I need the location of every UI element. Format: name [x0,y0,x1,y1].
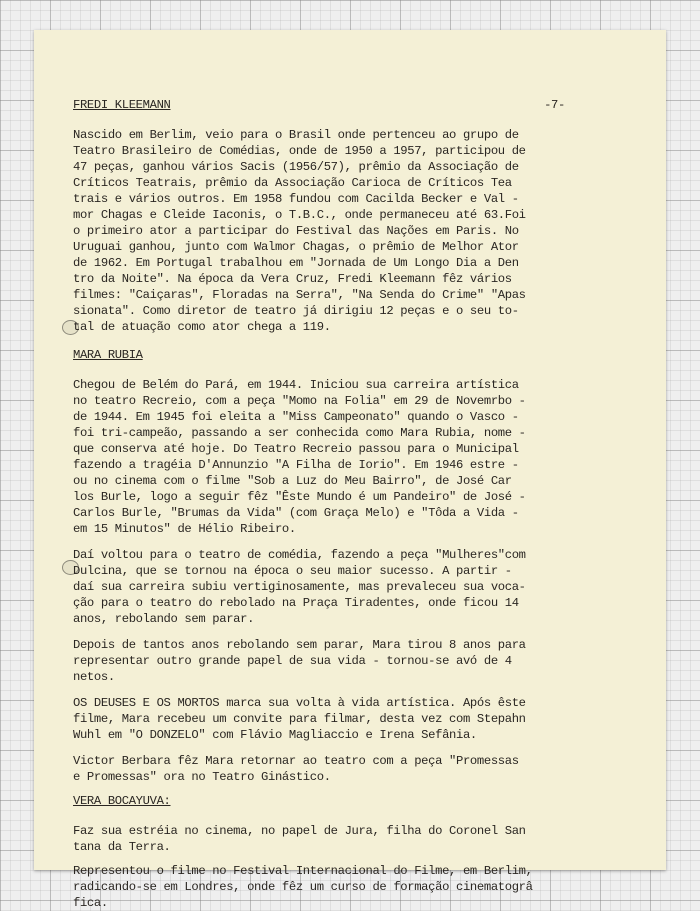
text-line: Uruguai ganhou, junto com Walmor Chagas, o prêmio de Melhor Ator [73,240,519,254]
text-line: Daí voltou para o teatro de comédia, fazendo a peça "Mulheres"com [73,548,526,562]
text-line: los Burle, logo a seguir fêz "Êste Mundo é um Pandeiro" de José - [73,490,526,504]
text-line: Críticos Teatrais, prêmio da Associação Carioca de Críticos Tea [73,176,512,190]
text-line: OS DEUSES E OS MORTOS marca sua volta à vida artística. Após êste [73,696,526,710]
text-line: Faz sua estréia no cinema, no papel de Jura, filha do Coronel San [73,824,526,838]
text-line: Carlos Burle, "Brumas da Vida" (com Graça Melo) e "Tôda a Vida - [73,506,519,520]
text-line: o primeiro ator a participar do Festival das Nações em Paris. No [73,224,519,238]
text-line: filmes: "Caiçaras", Floradas na Serra", "Na Senda do Crime" "Apas [73,288,526,302]
text-line: anos, rebolando sem parar. [73,612,255,626]
text-line: Wuhl em "O DONZELO" com Flávio Magliaccio e Irena Sefânia. [73,728,477,742]
text-line: ção para o teatro do rebolado na Praça Tiradentes, onde ficou 14 [73,596,519,610]
page-header [73,97,579,113]
text-line: e Promessas" ora no Teatro Ginástico. [73,770,331,784]
text-line: filme, Mara recebeu um convite para filmar, desta vez com Stepahn [73,712,526,726]
text-line: radicando-se em Londres, onde fêz um curso de formação cinematogrâ [73,880,533,894]
text-line: tal de atuação como ator chega a 119. [73,320,331,334]
text-line: Teatro Brasileiro de Comédias, onde de 1950 a 1957, participou de [73,144,526,158]
text-line: ou no cinema com o filme "Sob a Luz do Meu Bairro", de José Car [73,474,512,488]
paragraph [73,753,579,785]
paragraph [73,695,579,743]
section-heading-fredi-kleemann: FREDI KLEEMANN [73,98,171,112]
text-line: tana da Terra. [73,840,171,854]
text-line: no teatro Recreio, com a peça "Momo na Folia" em 29 de Novemrbo - [73,394,526,408]
text-line: trais e vários outros. Em 1958 fundou com Cacilda Becker e Val - [73,192,519,206]
page-number: -7- [544,98,565,112]
text-line: fica. [73,896,108,910]
text-line: de 1944. Em 1945 foi eleita a "Miss Campeonato" quando o Vasco - [73,410,519,424]
text-line: que conserva até hoje. Do Teatro Recreio passou para o Municipal [73,442,519,456]
text-line: Dulcina, que se tornou na época o seu maior sucesso. A partir - [73,564,512,578]
text-line: foi tri-campeão, passando a ser conhecida como Mara Rubia, nome - [73,426,526,440]
paragraph [73,637,579,685]
text-line: de 1962. Em Portugal trabalhou em "Jornada de Um Longo Dia a Den [73,256,519,270]
text-line: Nascido em Berlim, veio para o Brasil onde pertenceu ao grupo de [73,128,519,142]
text-line: daí sua carreira subiu vertiginosamente, mas prevaleceu sua voca- [73,580,526,594]
text-line: netos. [73,670,115,684]
text-line: Representou o filme no Festival Internacional do Filme, em Berlim, [73,864,533,878]
text-line: Depois de tantos anos rebolando sem parar, Mara tirou 8 anos para [73,638,526,652]
text-line: tro da Noite". Na época da Vera Cruz, Fredi Kleemann fêz vários [73,272,512,286]
section-heading-vera-bocayuva: VERA BOCAYUVA: [73,794,171,808]
text-line: Victor Berbara fêz Mara retornar ao teatro com a peça "Promessas [73,754,519,768]
paragraph [73,127,579,335]
paragraph [73,377,579,537]
text-line: em 15 Minutos" de Hélio Ribeiro. [73,522,296,536]
text-line: Chegou de Belém do Pará, em 1944. Iniciou sua carreira artística [73,378,519,392]
text-line: representar outro grande papel de sua vida - tornou-se avó de 4 [73,654,512,668]
text-line: 47 peças, ganhou vários Sacis (1956/57), prêmio da Associação de [73,160,519,174]
section-heading-mara-rubia: MARA RUBIA [73,348,143,362]
text-line: fazendo a tragéia D'Annunzio "A Filha de Iorio". Em 1946 estre - [73,458,519,472]
typed-text [73,97,579,911]
text-line: sionata". Como diretor de teatro já dirigiu 12 peças e o seu to- [73,304,519,318]
paragraph [73,863,579,911]
paragraph [73,547,579,627]
text-line: mor Chagas e Cleide Iaconis, o T.B.C., onde permaneceu até 63.Foi [73,208,526,222]
paragraph [73,823,579,855]
